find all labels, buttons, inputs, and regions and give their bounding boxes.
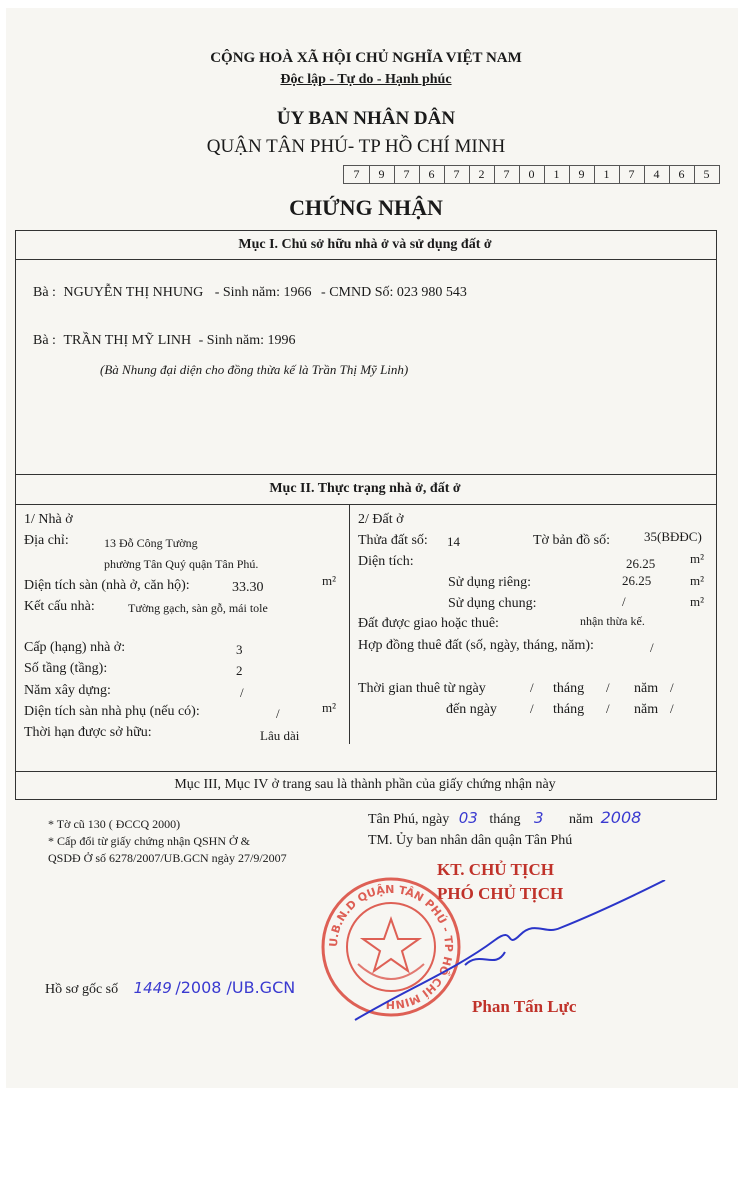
serial-digit: 6 <box>669 166 695 183</box>
lease-to-month-label: tháng <box>553 702 585 717</box>
divider <box>15 504 716 505</box>
allocation-value: nhận thừa kế. <box>580 614 645 628</box>
issue-month: 3 <box>533 809 544 827</box>
address-line1: 13 Đỗ Công Tường <box>104 536 198 550</box>
year-built-value: / <box>240 685 244 700</box>
serial-number-box <box>343 165 720 184</box>
on-behalf-line: TM. Ủy ban nhân dân quận Tân Phú <box>368 833 573 848</box>
map-value: 35(BĐĐC) <box>644 529 702 544</box>
address-line2: phường Tân Quý quận Tân Phú. <box>104 557 259 571</box>
owner1-birth: - Sinh năm: 1966 <box>214 285 312 300</box>
owner2-line <box>33 333 295 349</box>
serial-digit: 2 <box>469 166 495 183</box>
serial-digit: 5 <box>694 166 720 183</box>
signer-position2: PHÓ CHỦ TỊCH <box>437 884 564 903</box>
structure-value: Tường gạch, sàn gỗ, mái tole <box>128 601 268 615</box>
district-title: QUẬN TÂN PHÚ- TP HỒ CHÍ MINH <box>206 136 506 157</box>
committee-title: ỦY BAN NHÂN DÂN <box>276 108 456 129</box>
owner2-name: TRẦN THỊ MỸ LINH <box>63 333 192 348</box>
file-line <box>45 978 295 998</box>
serial-digit: 7 <box>444 166 470 183</box>
lease-to-year-label: năm <box>634 702 659 717</box>
file-label: Hồ sơ gốc số <box>45 982 119 997</box>
divider <box>15 474 716 475</box>
aux-area-unit: m² <box>322 700 337 715</box>
lease-from-month-label: tháng <box>553 681 585 696</box>
owner2-prefix: Bà : <box>33 333 56 348</box>
lease-from-label: Thời gian thuê từ ngày <box>358 681 486 696</box>
serial-digit: 7 <box>494 166 520 183</box>
shared-use-label: Sử dụng chung: <box>448 596 537 611</box>
document-title: CHỨNG NHẬN <box>289 195 443 220</box>
owner1-id: - CMND Số: 023 980 543 <box>321 285 467 300</box>
private-use-value: 26.25 <box>622 573 652 588</box>
private-use-unit: m² <box>690 573 705 588</box>
aux-area-label: Diện tích sàn nhà phụ (nếu có): <box>24 704 200 719</box>
old-cert-note: * Tờ cũ 130 ( ĐCCQ 2000) <box>48 817 181 831</box>
serial-digit: 7 <box>394 166 420 183</box>
column-divider <box>349 504 350 744</box>
file-number: 1449 <box>133 979 172 997</box>
floor-area-value: 33.30 <box>232 580 264 595</box>
section3-note: Mục III, Mục IV ở trang sau là thành phần của giấy chứng nhận này <box>174 777 556 792</box>
owner1-name: NGUYỄN THỊ NHUNG <box>63 285 204 300</box>
plot-value: 14 <box>447 534 460 549</box>
term-label: Thời hạn được sở hữu: <box>24 725 152 740</box>
lease-to-label: đến ngày <box>446 702 497 717</box>
serial-digit: 1 <box>544 166 570 183</box>
shared-use-unit: m² <box>690 594 705 609</box>
serial-digit: 6 <box>419 166 445 183</box>
owner1-prefix: Bà : <box>33 285 56 300</box>
lease-contract-value: / <box>650 640 654 655</box>
lease-from-year: / <box>670 680 674 695</box>
place-date-prefix: Tân Phú, ngày <box>368 812 450 827</box>
serial-digit: 9 <box>369 166 395 183</box>
land-heading: 2/ Đất ở <box>358 512 404 527</box>
address-label: Địa chỉ: <box>24 533 69 548</box>
section1-title: Mục I. Chủ sở hữu nhà ở và sử dụng đất ở <box>238 237 492 252</box>
floors-value: 2 <box>236 663 243 678</box>
plot-label: Thửa đất số: <box>358 533 428 548</box>
issue-year: 2008 <box>600 808 642 827</box>
grade-label: Cấp (hạng) nhà ở: <box>24 640 126 655</box>
structure-label: Kết cấu nhà: <box>24 599 95 614</box>
land-area-label: Diện tích: <box>358 554 414 569</box>
serial-digit: 7 <box>619 166 645 183</box>
section2-title: Mục II. Thực trạng nhà ở, đất ở <box>269 481 461 496</box>
lease-to-day: / <box>530 701 534 716</box>
motto: Độc lập - Tự do - Hạnh phúc <box>280 72 452 87</box>
lease-from-month: / <box>606 680 610 695</box>
lease-contract-label: Hợp đồng thuê đất (số, ngày, tháng, năm): <box>358 638 594 653</box>
private-use-label: Sử dụng riêng: <box>448 575 532 590</box>
divider <box>15 771 716 772</box>
land-area-unit: m² <box>690 551 705 566</box>
signer-name: Phan Tấn Lực <box>472 997 577 1016</box>
representative-note: (Bà Nhung đại diện cho đồng thừa kế là Trần Thị Mỹ Linh) <box>100 362 409 377</box>
term-value: Lâu dài <box>260 728 300 743</box>
lease-from-year-label: năm <box>634 681 659 696</box>
floors-label: Số tầng (tầng): <box>24 661 108 676</box>
serial-digit: 1 <box>594 166 620 183</box>
place-date <box>368 808 641 828</box>
shared-use-value: / <box>622 594 626 609</box>
seal-text: U.B.N.D QUẬN TÂN PHÚ - TP HỒ CHÍ MINH <box>326 882 456 1012</box>
signer-position1: KT. CHỦ TỊCH <box>437 860 554 879</box>
lease-to-month: / <box>606 701 610 716</box>
owner2-birth: - Sinh năm: 1996 <box>198 333 296 348</box>
exchange-note-line2: QSDĐ Ở số 6278/2007/UB.GCN ngày 27/9/2007 <box>48 851 287 865</box>
lease-from-day: / <box>530 680 534 695</box>
owner1-line <box>33 285 467 301</box>
serial-digit: 9 <box>569 166 595 183</box>
exchange-note-line1: * Cấp đổi từ giấy chứng nhận QSHN Ở & <box>48 834 250 848</box>
floor-area-unit: m² <box>322 573 337 588</box>
house-heading: 1/ Nhà ở <box>24 512 73 527</box>
allocation-label: Đất được giao hoặc thuê: <box>358 616 499 631</box>
month-label: tháng <box>489 812 521 827</box>
file-suffix: /2008 /UB.GCN <box>175 978 296 997</box>
serial-digit: 4 <box>644 166 670 183</box>
grade-value: 3 <box>236 642 243 657</box>
lease-to-year: / <box>670 701 674 716</box>
aux-area-value: / <box>276 706 280 721</box>
map-label: Tờ bản đồ số: <box>533 533 611 548</box>
nation-header: CỘNG HOÀ XÃ HỘI CHỦ NGHĨA VIỆT NAM <box>210 50 522 66</box>
serial-digit: 0 <box>519 166 545 183</box>
floor-area-label: Diện tích sàn (nhà ở, căn hộ): <box>24 578 190 593</box>
year-built-label: Năm xây dựng: <box>24 683 111 698</box>
year-label: năm <box>569 812 594 827</box>
issue-day: 03 <box>458 809 478 827</box>
land-area-value: 26.25 <box>626 556 656 571</box>
divider <box>15 259 716 260</box>
serial-digit: 7 <box>344 166 370 183</box>
